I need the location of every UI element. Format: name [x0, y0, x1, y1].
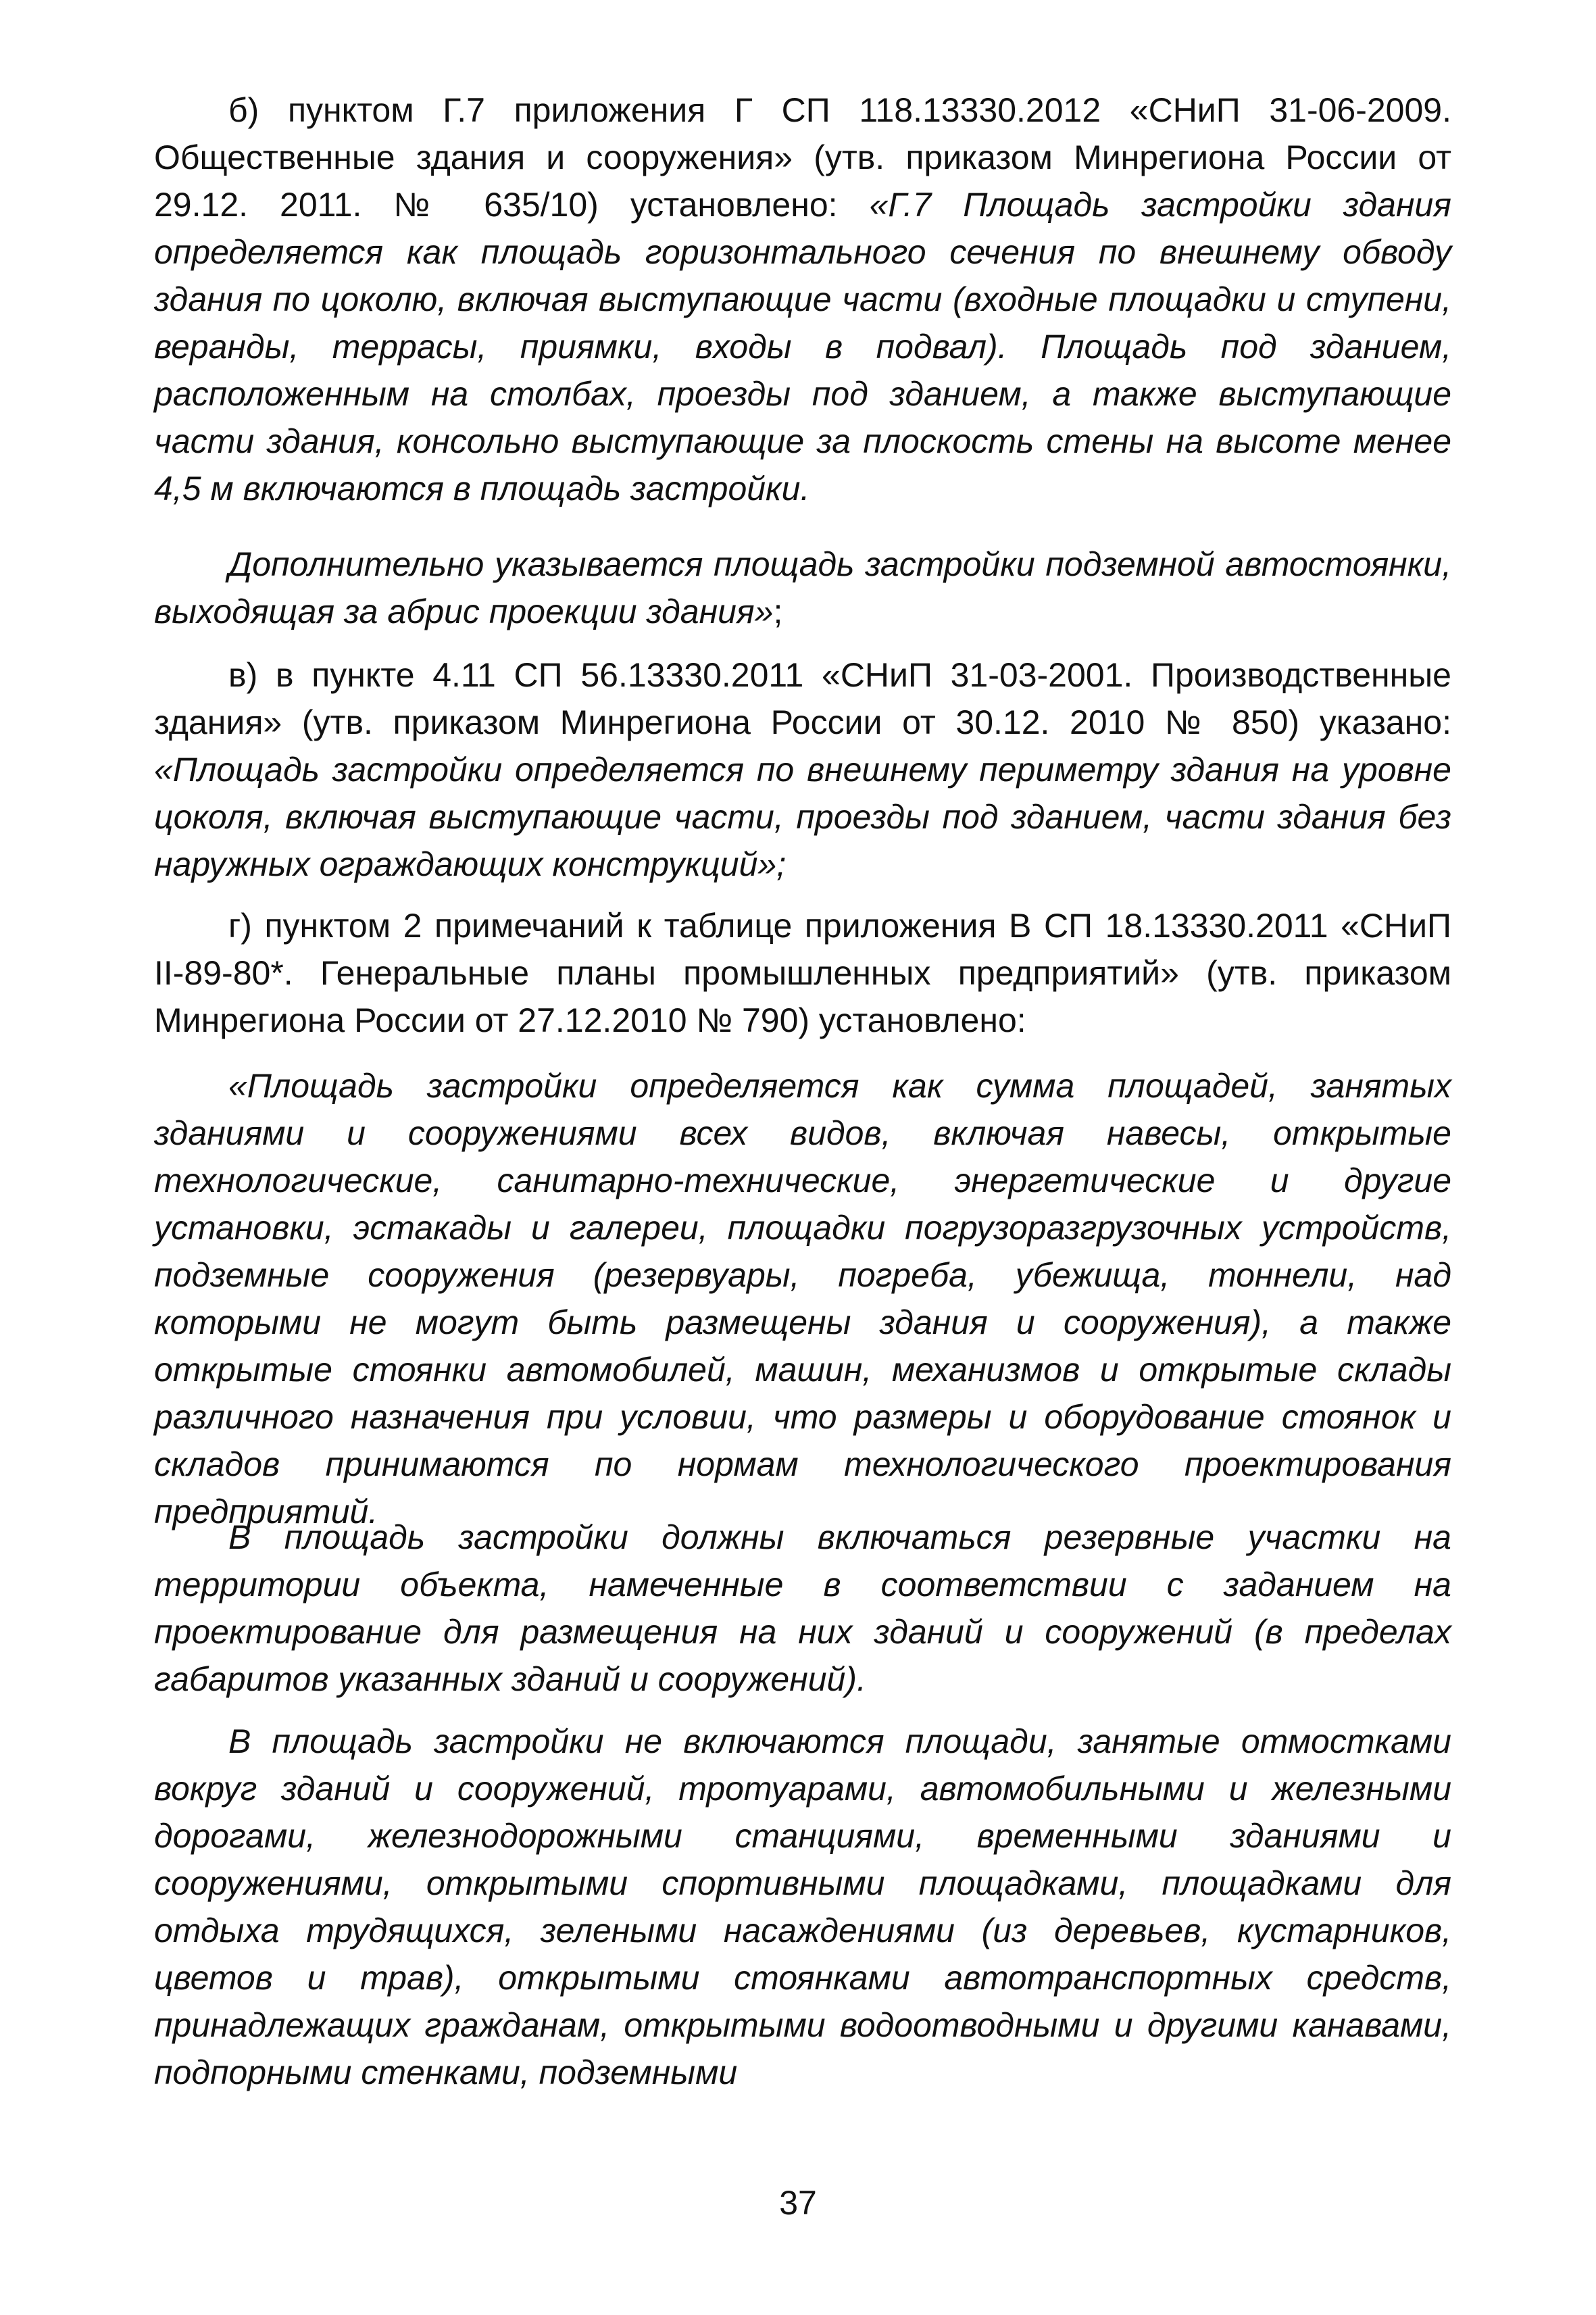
paragraph-g-text: г) пунктом 2 примечаний к таблице приложения В СП 18.13330.2011 «СНиП II-89-80*. Генеральные планы промышленных предприятий» (утв. приказом Минрегиона России от 27.12.2010 № 790) установлено:: [154, 907, 1451, 1039]
quote-paragraph-3: [154, 1718, 1451, 2096]
quote-paragraph-1: [154, 1062, 1451, 1535]
quote-1-text: «Площадь застройки определяется как сумма площадей, занятых зданиями и сооружениями всех видов, включая навесы, открытые технологические, санитарно-технические, энергетические и другие установки, эстакады и галереи, площадки погрузоразгрузочных устройств, подземные сооружения (резервуары, погреба, убежища, тоннели, над которыми не могут быть размещены здания и сооружения), а также открытые стоянки автомобилей, машин, механизмов и открытые склады различного назначения при условии, что размеры и оборудование стоянок и складов принимаются по нормам технологического проектирования предприятий.: [154, 1067, 1451, 1530]
paragraph-v-quote: «Площадь застройки определяется по внешнему периметру здания на уровне цоколя, включая выступающие части, проезды под зданием, части здания без наружных ограждающих конструкций»;: [154, 751, 1451, 883]
paragraph-g: [154, 902, 1451, 1044]
paragraph-v: [154, 651, 1451, 888]
paragraph-b-addition-quote: Дополнительно указывается площадь застройки подземной автостоянки, выходящая за абрис проекции здания»: [154, 545, 1451, 630]
paragraph-v-lead: в) в пункте 4.11 СП 56.13330.2011 «СНиП 31-03-2001. Производственные здания» (утв. приказом Минрегиона России от 30.12. 2010 № 850) указано:: [154, 656, 1451, 741]
quote-paragraph-2: [154, 1514, 1451, 1703]
paragraph-b-quote: «Г.7 Площадь застройки здания определяется как площадь горизонтального сечения по внешнему обводу здания по цоколю, включая выступающие части (входные площадки и ступени, веранды, террасы, приямки, входы в подвал). Площадь под зданием, расположенным на столбах, проезды под зданием, а также выступающие части здания, консольно выступающие за плоскость стены на высоте менее 4,5 м включаются в площадь застройки.: [154, 186, 1451, 507]
paragraph-b: [154, 86, 1451, 512]
paragraph-b-addition: [154, 541, 1451, 635]
paragraph-b-lead: б) пунктом Г.7 приложения Г СП 118.13330.2012 «СНиП 31-06-2009. Общественные здания и сооружения» (утв. приказом Минрегиона России от 29.12. 2011. № 635/10) установлено:: [154, 91, 1451, 224]
quote-2-text: В площадь застройки должны включаться резервные участки на территории объекта, намеченные в соответствии с заданием на проектирование для размещения на них зданий и сооружений (в пределах габаритов указанных зданий и сооружений).: [154, 1518, 1451, 1698]
quote-3-text: В площадь застройки не включаются площади, занятые отмостками вокруг зданий и сооружений, тротуарами, автомобильными и железными дорогами, железнодорожными станциями, временными зданиями и сооружениями, открытыми спортивными площадками, площадками для отдыха трудящихся, зелеными насаждениями (из деревьев, кустарников, цветов и трав), открытыми стоянками автотранспортных средств, принадлежащих гражданам, открытыми водоотводными и другими канавами, подпорными стенками, подземными: [154, 1722, 1451, 2091]
paragraph-b-addition-tail: ;: [773, 593, 783, 630]
page-number: 37: [779, 2184, 817, 2222]
